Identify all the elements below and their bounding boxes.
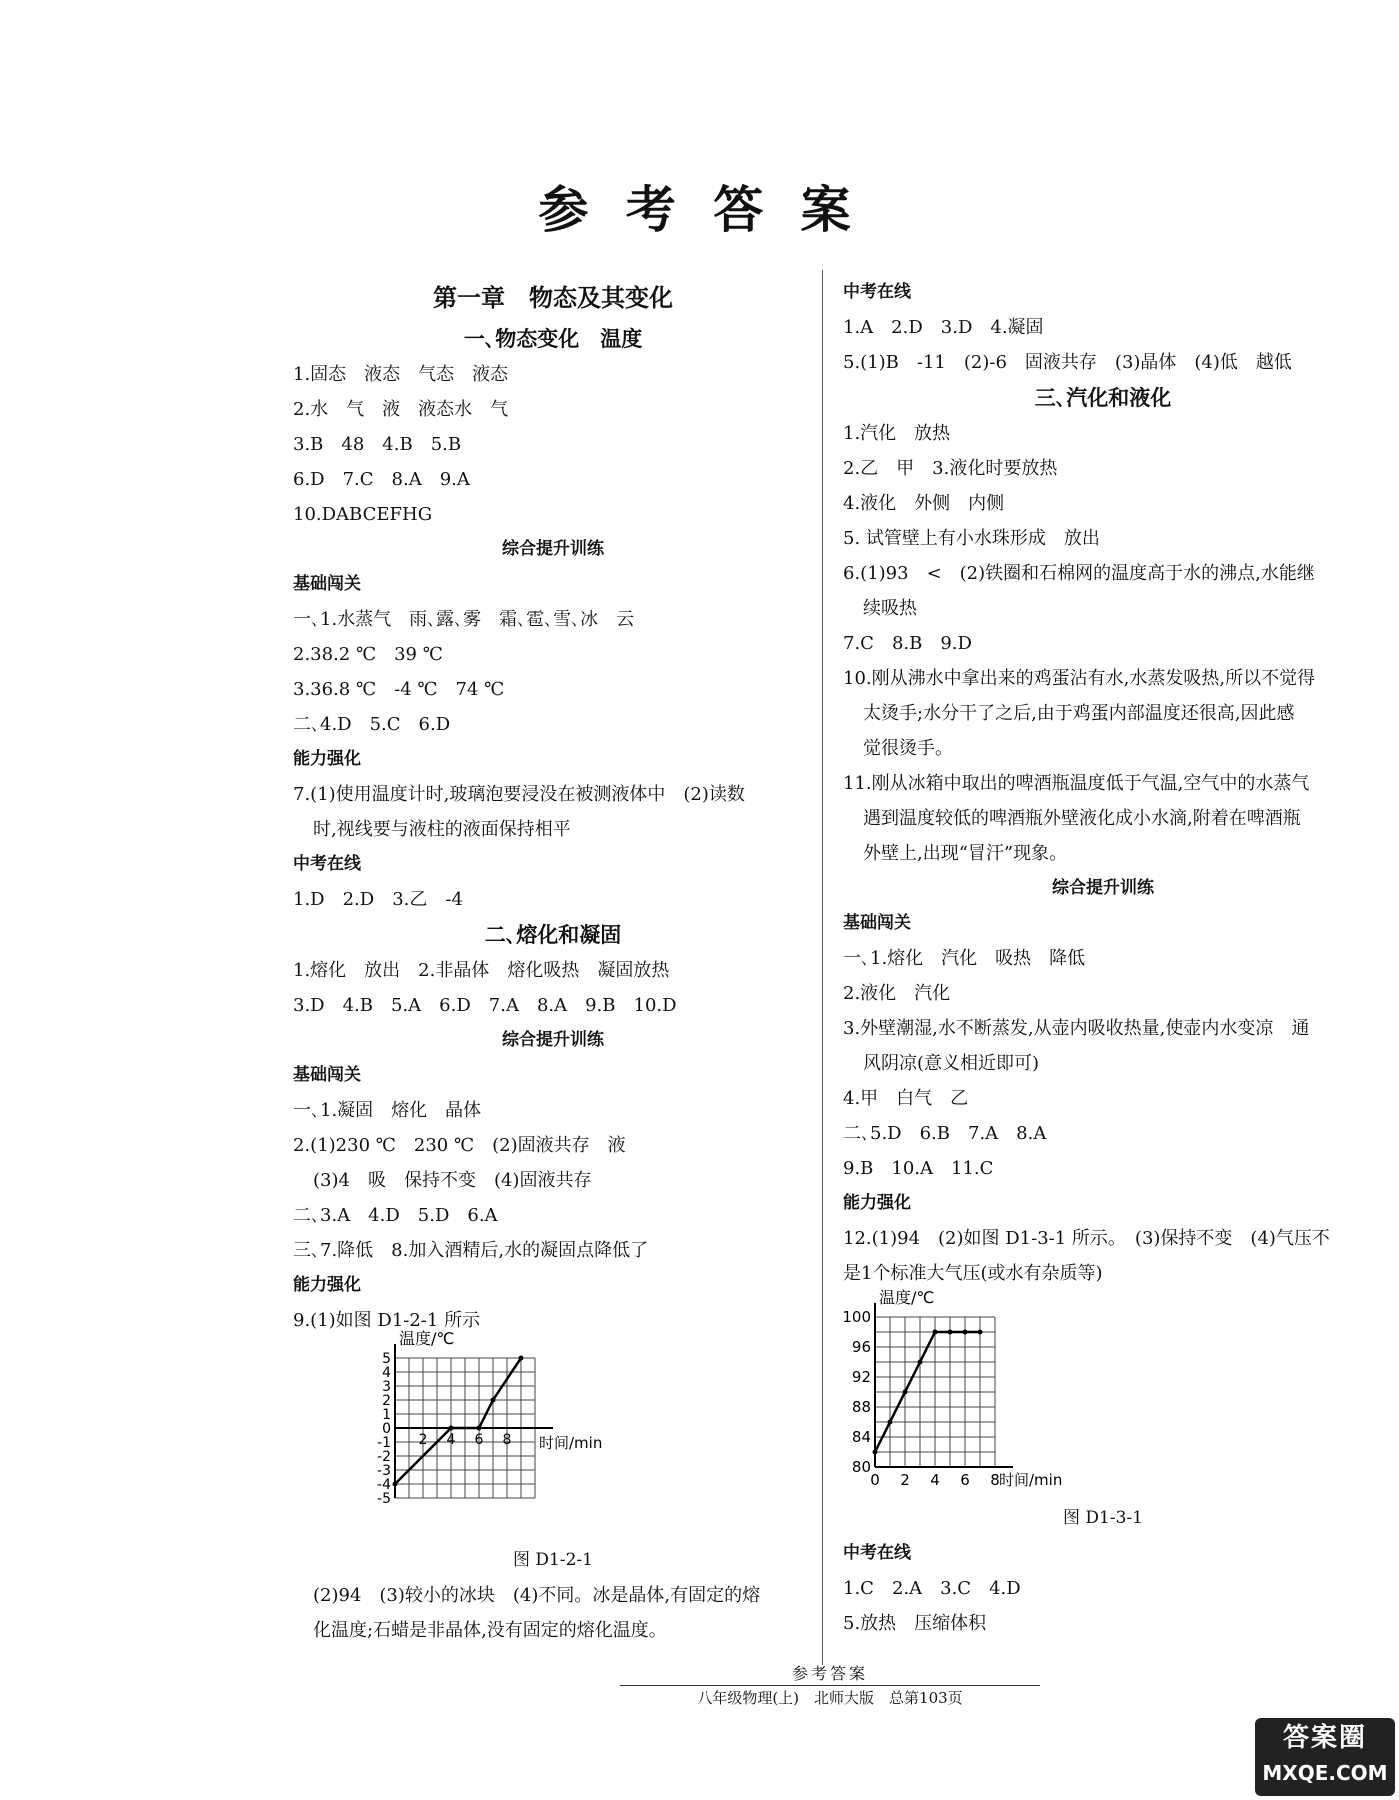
answer-line: 4.液化 外侧 内侧 <box>843 493 1005 514</box>
answer-line: 2.乙 甲 3.液化时要放热 <box>843 458 1058 479</box>
x-tick-label: 2 <box>418 1432 428 1448</box>
y-tick-label: -3 <box>377 1463 391 1479</box>
data-point <box>449 1426 454 1431</box>
label-basic: 基础闯关 <box>293 574 361 594</box>
answer-line: 5.放热 压缩体积 <box>843 1613 987 1634</box>
label-ability: 能力强化 <box>293 749 361 769</box>
answer-line: 5. 试管壁上有小水珠形成 放出 <box>843 528 1100 549</box>
page-title: 参 考 答 案 <box>538 180 861 239</box>
watermark-text: 答案圈 <box>1282 1723 1367 1753</box>
answer-line: 6.D 7.C 8.A 9.A <box>293 469 470 490</box>
data-point <box>933 1330 938 1335</box>
data-point <box>393 1482 398 1487</box>
x-tick-label: 6 <box>474 1432 484 1448</box>
label-exam: 中考在线 <box>293 854 361 874</box>
answer-line: 是1个标准大气压(或水有杂质等) <box>843 1263 1103 1284</box>
data-point <box>903 1390 908 1395</box>
label-exam: 中考在线 <box>843 1543 911 1563</box>
subsection-title: 综合提升训练 <box>1052 878 1154 898</box>
y-tick-label: 100 <box>842 1308 871 1326</box>
answer-list-1 <box>293 357 813 532</box>
label-exam: 中考在线 <box>843 282 911 302</box>
answer-line: 7.(1)使用温度计时,玻璃泡要浸没在被测液体中 (2)读数 <box>293 784 745 805</box>
section-title-2: 二､熔化和凝固 <box>484 922 622 947</box>
answer-line: 时,视线要与液柱的液面保持相平 <box>313 819 571 840</box>
answer-line: 7.C 8.B 9.D <box>843 633 972 654</box>
x-tick-label: 6 <box>960 1471 970 1489</box>
answer-line: 二､3.A 4.D 5.D 6.A <box>293 1205 498 1226</box>
answer-line: 遇到温度较低的啤酒瓶外壁液化成小水滴,附着在啤酒瓶 <box>863 808 1301 829</box>
y-axis-label: 温度/℃ <box>879 1288 935 1307</box>
data-line <box>395 1358 521 1484</box>
data-point <box>873 1450 878 1455</box>
page-footer <box>620 1665 1040 1708</box>
footer-title: 参考答案 <box>791 1664 868 1683</box>
y-tick-label: 80 <box>851 1458 871 1476</box>
figure-caption: 图 D1-2-1 <box>513 1550 593 1570</box>
answer-line: 9.B 10.A 11.C <box>843 1158 994 1179</box>
x-tick-label: 4 <box>446 1432 456 1448</box>
data-point <box>948 1330 953 1335</box>
answer-line: 6.(1)93 < (2)铁圈和石棉网的温度高于水的沸点,水能继 <box>843 563 1315 584</box>
answer-line: 化温度;石蜡是非晶体,没有固定的熔化温度。 <box>313 1620 667 1641</box>
x-tick-label: 0 <box>870 1471 880 1489</box>
data-point <box>477 1426 482 1431</box>
data-point <box>491 1398 496 1403</box>
y-tick-label: 2 <box>382 1393 391 1409</box>
y-tick-label: 96 <box>851 1338 871 1356</box>
y-tick-label: -5 <box>377 1491 391 1507</box>
y-tick-label: -4 <box>377 1477 391 1493</box>
answer-line: 3.36.8 ℃ -4 ℃ 74 ℃ <box>293 679 505 700</box>
answer-line: 12.(1)94 (2)如图 D1-3-1 所示。 (3)保持不变 (4)气压不 <box>843 1228 1330 1249</box>
answer-line: 三､7.降低 8.加入酒精后,水的凝固点降低了 <box>293 1240 649 1261</box>
answer-line: 4.甲 白气 乙 <box>843 1088 969 1109</box>
label-ability: 能力强化 <box>293 1275 361 1295</box>
label-basic: 基础闯关 <box>293 1065 361 1085</box>
answer-line: 2.液化 汽化 <box>843 983 951 1004</box>
answer-line: 1.汽化 放热 <box>843 423 951 444</box>
x-tick-label: 8 <box>502 1432 512 1448</box>
answer-line: 2.水 气 液 液态水 气 <box>293 399 509 420</box>
x-axis-label: 时间/min <box>539 1434 603 1452</box>
answer-line: 风阴凉(意义相近即可) <box>863 1053 1040 1074</box>
data-point <box>519 1356 524 1361</box>
answer-line: 外壁上,出现“冒汗”现象。 <box>863 843 1068 864</box>
data-point <box>963 1330 968 1335</box>
answer-line: 二､5.D 6.B 7.A 8.A <box>843 1123 1047 1144</box>
answer-line: 2.38.2 ℃ 39 ℃ <box>293 644 443 665</box>
answer-line: 一､1.水蒸气 雨､露､雾 霜､雹､雪､冰 云 <box>293 609 635 630</box>
answer-line: 10.刚从沸水中拿出来的鸡蛋沾有水,水蒸发吸热,所以不觉得 <box>843 668 1316 689</box>
x-tick-label: 8 <box>990 1471 1000 1489</box>
chapter-title: 第一章 物态及其变化 <box>433 283 673 312</box>
subsection-title: 综合提升训练 <box>502 1030 604 1050</box>
answer-line: 3.B 48 4.B 5.B <box>293 434 462 455</box>
answer-line: 太烫手;水分干了之后,由于鸡蛋内部温度还很高,因此感 <box>863 703 1295 724</box>
watermark-url: MXQE.COM <box>1262 1761 1388 1785</box>
y-tick-label: -2 <box>377 1449 391 1465</box>
x-axis-label: 时间/min <box>999 1471 1063 1489</box>
answer-line: 9.(1)如图 D1-2-1 所示 <box>293 1310 481 1331</box>
y-axis-label: 温度/℃ <box>399 1329 455 1348</box>
x-tick-label: 4 <box>930 1471 940 1489</box>
data-point <box>918 1360 923 1365</box>
boiling-chart <box>842 1288 1363 1500</box>
y-tick-label: 88 <box>851 1398 871 1416</box>
answer-line: 一､1.熔化 汽化 吸热 降低 <box>843 948 1086 969</box>
answer-line: 续吸热 <box>863 598 917 619</box>
footer-info: 八年级物理(上) 北师大版 总第103页 <box>697 1689 963 1707</box>
data-point <box>978 1330 983 1335</box>
answer-line: 二､4.D 5.C 6.D <box>293 714 451 735</box>
y-tick-label: 1 <box>382 1407 391 1423</box>
answer-line: 一､1.凝固 熔化 晶体 <box>293 1100 482 1121</box>
answer-line: 3.D 4.B 5.A 6.D 7.A 8.A 9.B 10.D <box>293 995 677 1016</box>
footer-rule <box>620 1685 1040 1686</box>
y-tick-label: 4 <box>382 1365 391 1381</box>
answer-line: 2.(1)230 ℃ 230 ℃ (2)固液共存 液 <box>293 1135 626 1156</box>
column-divider <box>822 270 823 1665</box>
answer-line: 3.外壁潮湿,水不断蒸发,从壶内吸收热量,使壶内水变凉 通 <box>843 1018 1310 1039</box>
answer-line: 1.A 2.D 3.D 4.凝固 <box>843 317 1044 338</box>
label-ability: 能力强化 <box>843 1193 911 1213</box>
y-tick-label: 84 <box>851 1428 871 1446</box>
answer-line: 1.D 2.D 3.乙 -4 <box>293 889 463 910</box>
y-tick-label: 5 <box>382 1351 391 1367</box>
y-tick-label: 0 <box>382 1421 391 1437</box>
answer-line: 5.(1)B -11 (2)-6 固液共存 (3)晶体 (4)低 越低 <box>843 352 1292 373</box>
answer-line: 10.DABCEFHG <box>293 504 433 525</box>
answer-line: 1.熔化 放出 2.非晶体 熔化吸热 凝固放热 <box>293 960 670 981</box>
figure-d1-3-1 <box>842 1288 1363 1532</box>
answer-line: 11.刚从冰箱中取出的啤酒瓶温度低于气温,空气中的水蒸气 <box>843 773 1310 794</box>
y-tick-label: 3 <box>382 1379 391 1395</box>
watermark-logo <box>1255 1718 1395 1796</box>
section-title-3: 三､汽化和液化 <box>1034 385 1172 410</box>
answer-line: (2)94 (3)较小的冰块 (4)不同。冰是晶体,有固定的熔 <box>313 1585 761 1606</box>
y-tick-label: -1 <box>377 1435 391 1451</box>
x-tick-label: 2 <box>900 1471 910 1489</box>
answer-line: 1.固态 液态 气态 液态 <box>293 364 509 385</box>
melting-chart <box>293 1329 813 1542</box>
answer-line: 觉很烫手。 <box>863 738 953 759</box>
figure-d1-2-1 <box>293 1329 813 1574</box>
left-column <box>293 275 813 1648</box>
subsection-title: 综合提升训练 <box>502 539 604 559</box>
y-tick-label: 92 <box>851 1368 871 1386</box>
figure-caption: 图 D1-3-1 <box>1063 1508 1143 1528</box>
label-basic: 基础闯关 <box>843 913 911 933</box>
answer-line: (3)4 吸 保持不变 (4)固液共存 <box>313 1170 592 1191</box>
section-title-1: 一､物态变化 温度 <box>463 326 643 351</box>
answer-line: 1.C 2.A 3.C 4.D <box>843 1578 1021 1599</box>
data-point <box>888 1420 893 1425</box>
right-column <box>843 275 1363 1641</box>
